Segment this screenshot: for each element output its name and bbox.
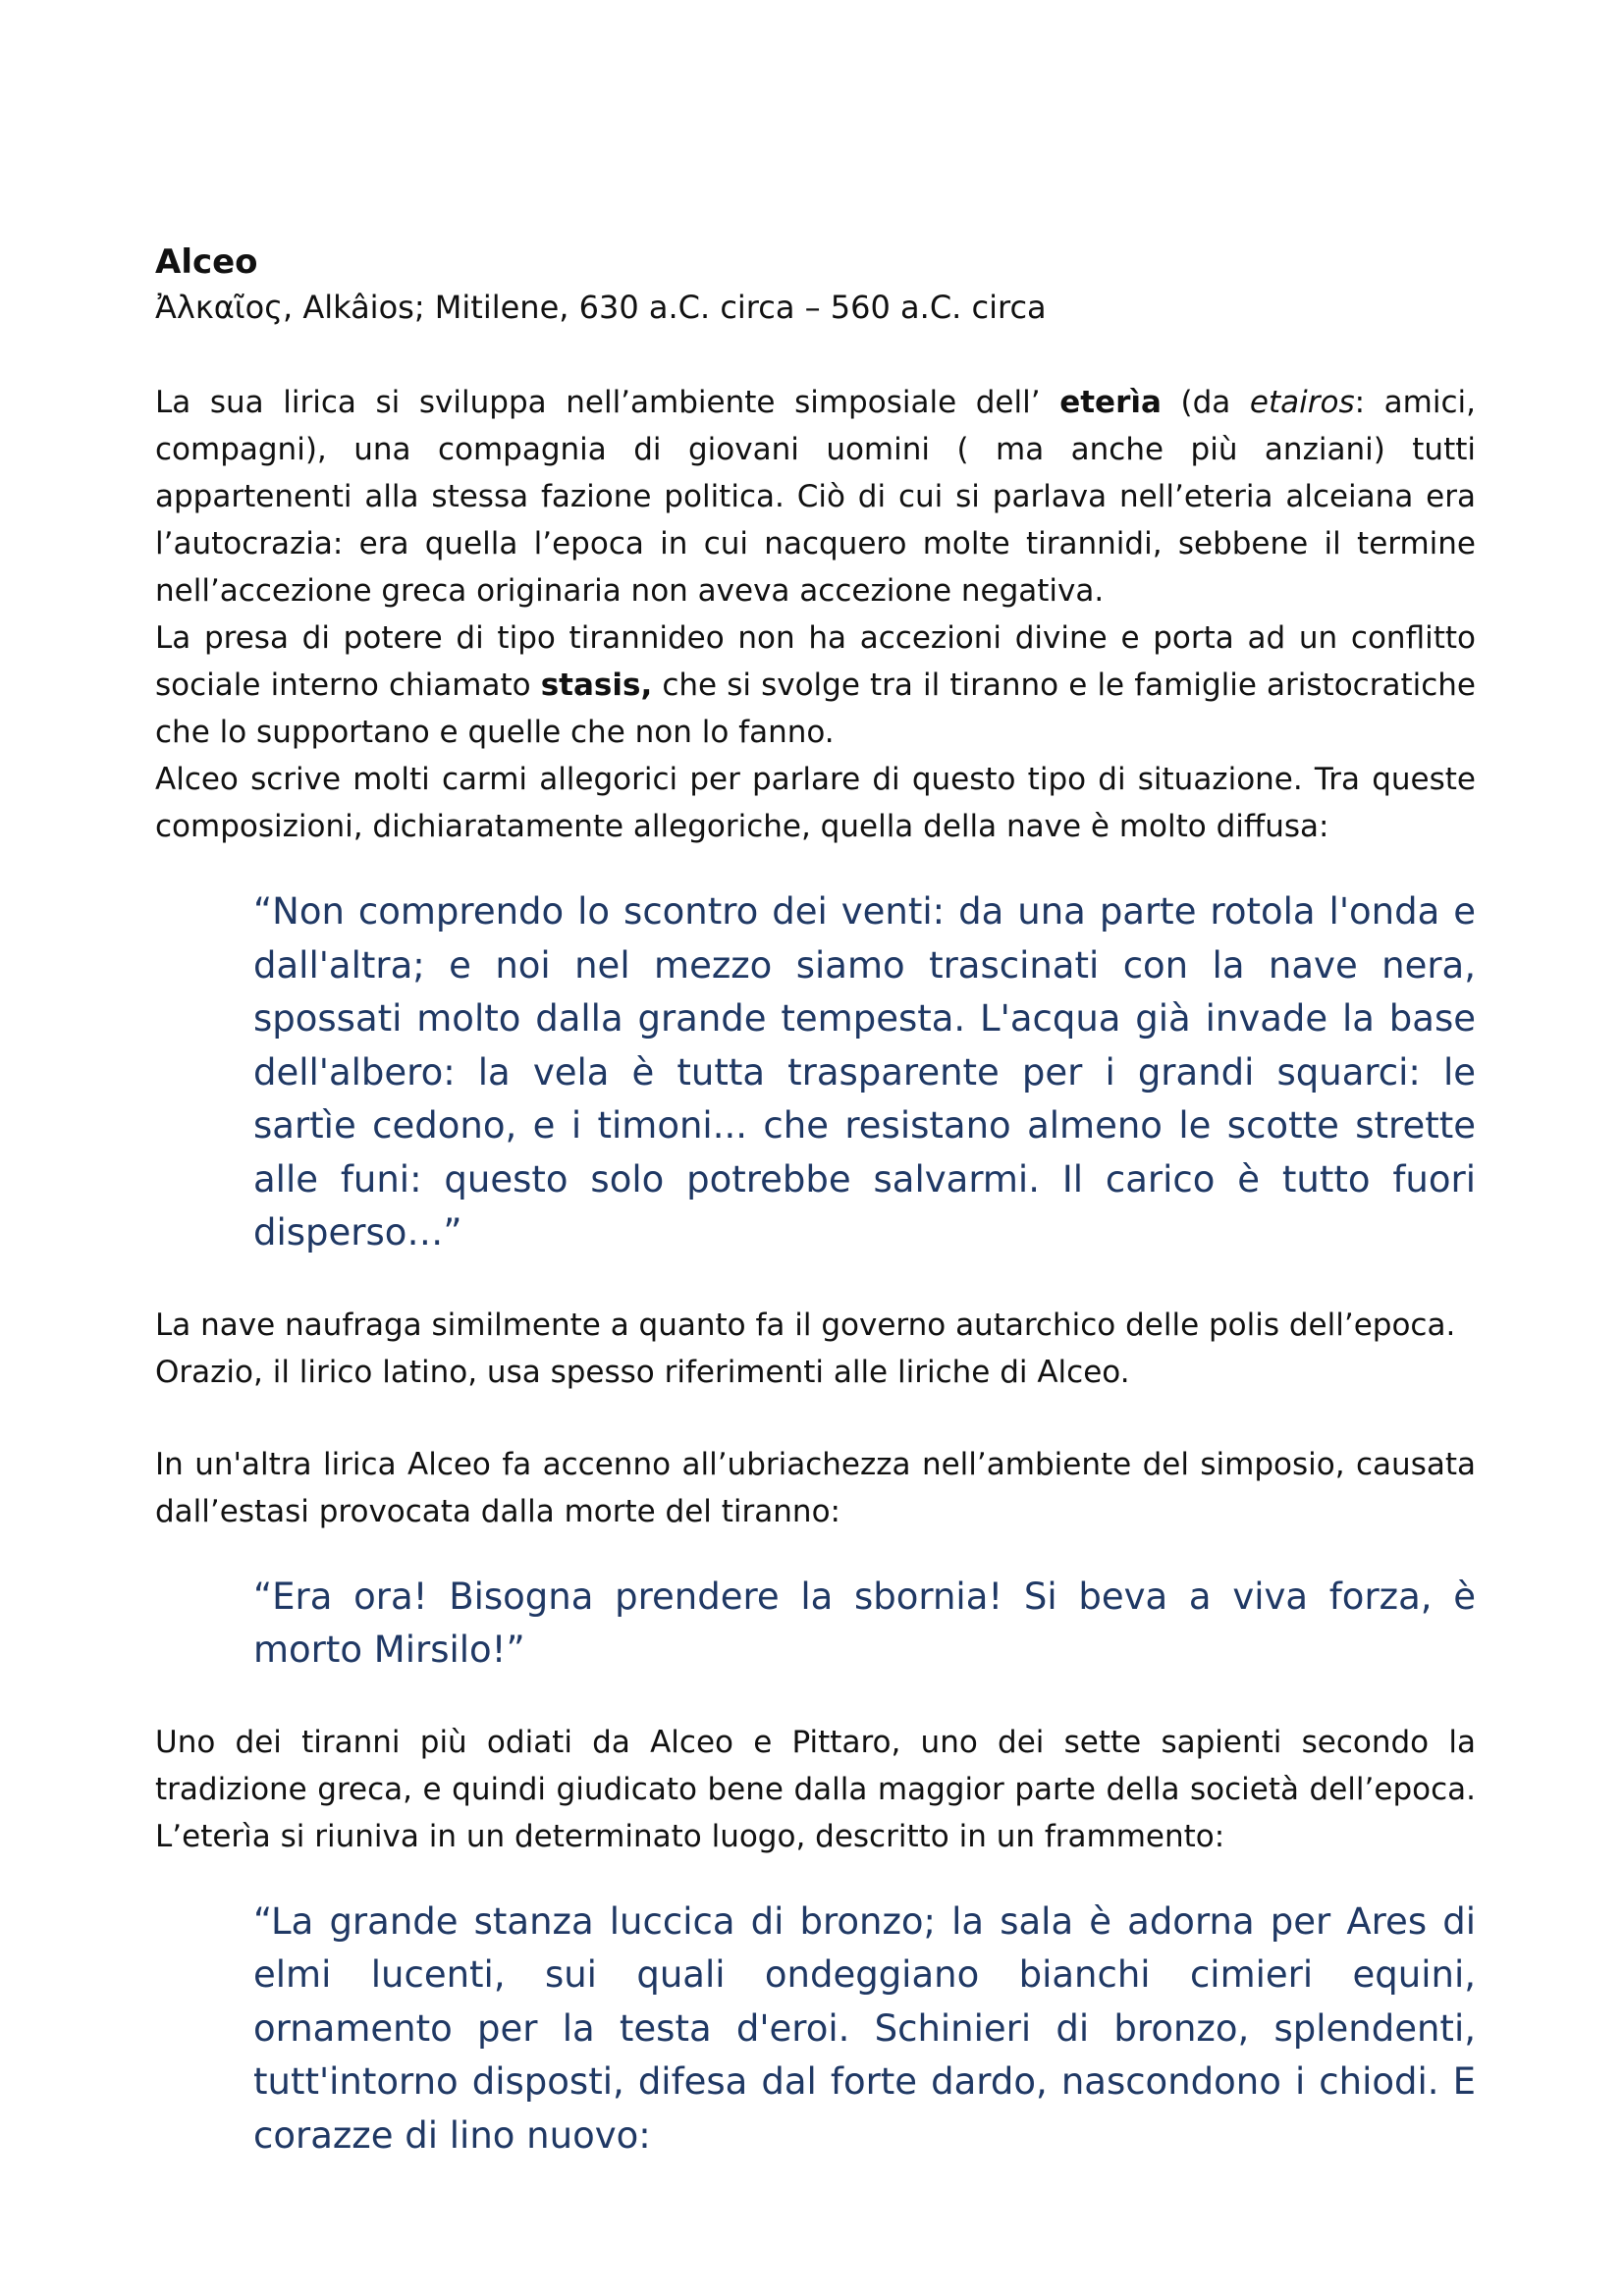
intro-text-c: (da [1161,385,1250,420]
intro-text-a: La sua lirica si sviluppa nell’ambiente simposiale dell’ [155,385,1060,420]
document-page [155,240,1476,2204]
page-title: Alceo [155,242,258,282]
quote-nave: “Non comprendo lo scontro dei venti: da una parte rotola l'onda e dall'altra; e noi nel mezzo siamo trascinati con la nave nera, spossati molto dalla grande tempesta. L'acqua già invade la base dell'albero: la vela è tutta trasparente per i grandi squarci: le sartìe cedono, e i timoni... che resistano almeno le scotte strette alle funi: questo solo potrebbe salvarmi. Il carico è tutto fuori disperso…” [253,890,1476,1254]
term-eteria: eterìa [1059,385,1162,420]
intro2-text-a: La presa di potere di tipo tirannideo non ha accezioni divine e porta ad un conflitto sociale interno chiamato [155,620,1476,703]
page-subtitle: Ἀλκαῖος, Alkâios; Mitilene, 630 a.C. circa – 560 a.C. circa [155,289,1047,326]
intro-paragraph-3: Alceo scrive molti carmi allegorici per parlare di questo tipo di situazione. Tra queste composizioni, dichiaratamente allegoriche, quella della nave è molto diffusa: [155,762,1476,844]
after-quote-line-1: La nave naufraga similmente a quanto fa il governo autarchico delle polis dell’epoca. [155,1307,1456,1343]
term-stasis: stasis, [540,667,653,703]
intro2-text-c: che si svolge tra il tiranno e le famiglie aristocratiche che lo supportano e quelle che non lo fanno. [155,667,1476,750]
paragraph-pittaro: Uno dei tiranni più odiati da Alceo e Pittaro, uno dei sette sapienti secondo la tradizione greca, e quindi giudicato bene dalla maggior parte della società dell’epoca. L’eterìa si riuniva in un determinato luogo, descritto in un frammento: [155,1724,1476,1854]
intro-paragraph-1 [155,379,1476,614]
term-etairos: etairos [1249,385,1355,420]
quote-mirsilo: “Era ora! Bisogna prendere la sbornia! Si beva a viva forza, è morto Mirsilo!” [253,1575,1476,1671]
intro-text-e: : amici, compagni), una compagnia di giovani uomini ( ma anche più anziani) tutti appartenenti alla stessa fazione politica. Ciò di cui si parlava nell’eteria alceiana era l’autocrazia: era quella l’epoca in cui nacquero molte tirannidi, sebbene il termine nell’accezione greca originaria non aveva accezione negativa. [155,385,1476,609]
quote-stanza: “La grande stanza luccica di bronzo; la sala è adorna per Ares di elmi lucenti, sui quali ondeggiano bianchi cimieri equini, ornamento per la testa d'eroi. Schinieri di bronzo, splendenti, tutt'intorno disposti, difesa dal forte dardo, nascondono i chiodi. E corazze di lino nuovo: [253,1899,1476,2157]
intro-paragraph-2 [155,614,1476,756]
paragraph-ubriachezza: In un'altra lirica Alceo fa accenno all’ubriachezza nell’ambiente del simposio, causata dall’estasi provocata dalla morte del tiranno: [155,1446,1476,1529]
after-quote-line-2: Orazio, il lirico latino, usa spesso riferimenti alle liriche di Alceo. [155,1354,1130,1390]
